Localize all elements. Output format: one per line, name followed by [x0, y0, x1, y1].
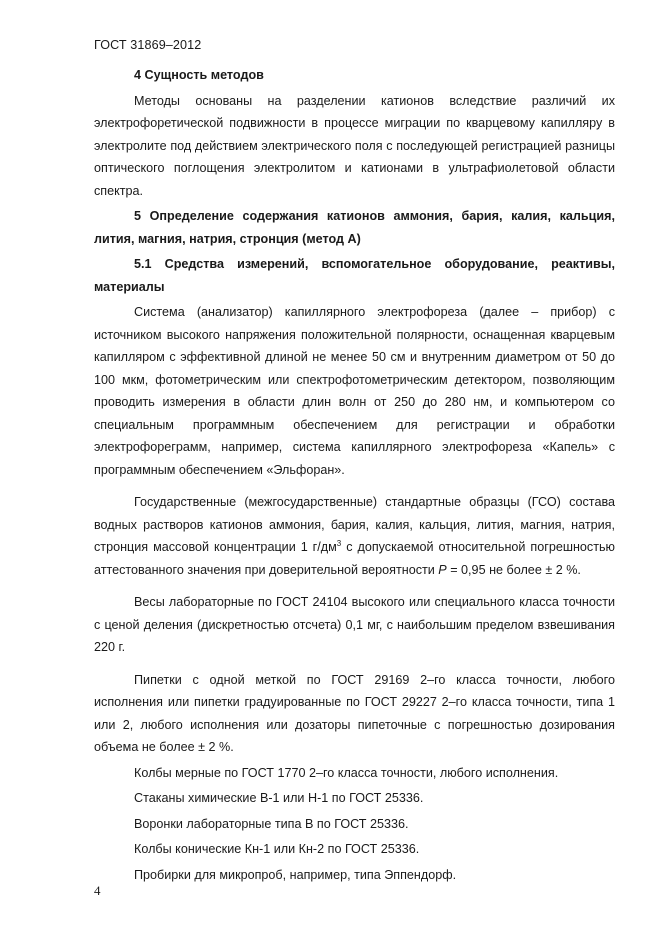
paragraph-conical-flasks: Колбы конические Кн-1 или Кн-2 по ГОСТ 25336.: [134, 842, 420, 856]
section-5-1-heading: 5.1 Средства измерений, вспомогательное оборудование, реактивы, материалы: [94, 257, 615, 294]
page-number: 4: [94, 883, 101, 898]
paragraph-gso-superscript: 3: [336, 539, 342, 548]
paragraph-beakers: Стаканы химические В-1 или Н-1 по ГОСТ 25336.: [134, 791, 424, 805]
paragraph-microtubes: Пробирки для микропроб, например, типа Эппендорф.: [134, 867, 457, 882]
paragraph-pipettes: Пипетки с одной меткой по ГОСТ 29169 2–го класса точности, любого исполнения или пипетки градуированные по ГОСТ 29227 2–го класса точности, типа 1 или 2, любого исполнения или дозаторы пипеточные с погрешностью дозирования объема не более ± 2 %.: [94, 672, 615, 754]
section-5-heading: 5 Определение содержания катионов аммония, бария, калия, кальция, лития, магния, натрия, стронция (метод А): [94, 209, 615, 246]
paragraph-system: Система (анализатор) капиллярного электрофореза (далее – прибор) с источником высокого напряжения положительной полярности, оснащенная кварцевым капилляром с эффективной длиной не менее 50 см и внутренним диаметром от 50 до 100 мкм, фотометрическим или спектрофотометрическим детектором, позволяющим проводить измерения в области длин волн от 250 до 280 нм, и компьютером со специальным программным обеспечением для регистрации и обработки электрофореграмм, например, система капиллярного электрофореза «Капель» с программным обеспечением «Эльфоран».: [94, 305, 615, 477]
paragraph-gso: [94, 491, 615, 581]
paragraph-scales: Весы лабораторные по ГОСТ 24104 высокого или специального класса точности с ценой деления (дискретностью отсчета) 0,1 мг, с наибольшим пределом взвешивания 220 г.: [94, 595, 615, 654]
paragraph-funnels: Воронки лабораторные типа В по ГОСТ 25336.: [134, 816, 409, 831]
section-4-heading: 4 Сущность методов: [134, 68, 264, 82]
document-header: ГОСТ 31869–2012: [94, 38, 202, 52]
section-4-text: Методы основаны на разделении катионов вследствие различий их электрофоретической подвижности в процессе миграции по кварцевому капилляру в электролите под действием электрического поля с последующей регистрацией разницы оптического поглощения электролитом и катионами в ультрафиолетовой области спектра.: [94, 93, 615, 198]
paragraph-gso-variable: Р: [438, 562, 447, 577]
paragraph-flasks: Колбы мерные по ГОСТ 1770 2–го класса точности, любого исполнения.: [134, 765, 559, 780]
document-body: [94, 64, 615, 886]
paragraph-gso-part2: с допускаемой относительной погрешностью аттестованного значения при доверительной вероятности: [94, 540, 615, 577]
paragraph-gso-part1: Государственные (межгосударственные) стандартные образцы (ГСО) состава водных растворов катионов аммония, бария, калия, кальция, лития, магния, натрия, стронция массовой концентрации 1 г/дм: [94, 495, 615, 554]
paragraph-gso-part3: = 0,95 не более ± 2 %.: [446, 562, 581, 577]
